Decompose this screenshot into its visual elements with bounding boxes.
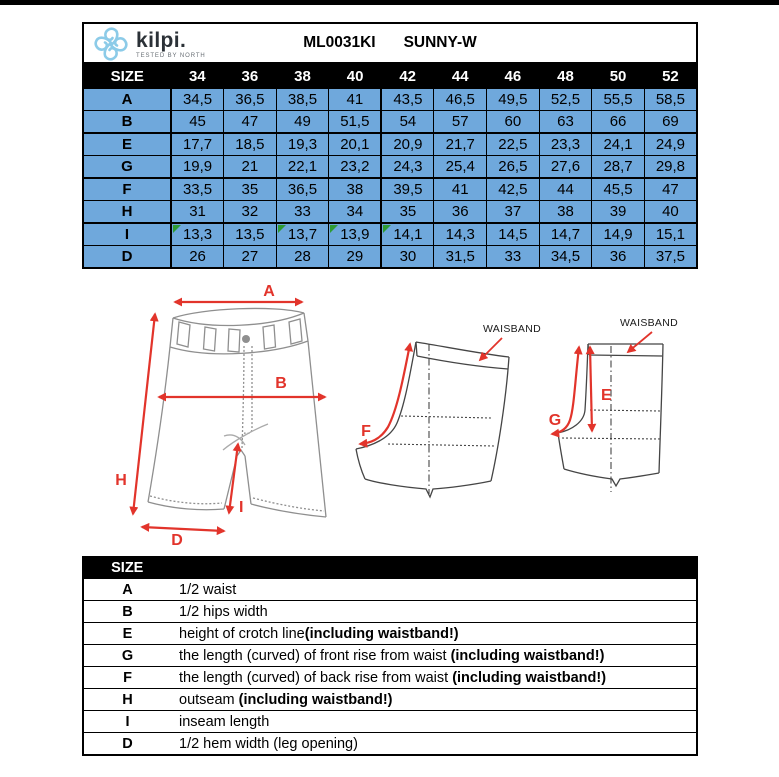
legend-letter: D — [83, 733, 171, 756]
size-header-row — [83, 64, 697, 89]
size-value-cell: 69 — [644, 111, 697, 134]
size-value-cell: 21 — [224, 156, 277, 179]
arrow-e-crotch-height — [590, 347, 592, 431]
back-rise-diagram — [352, 298, 552, 533]
size-value-cell: 13,9 — [329, 223, 382, 246]
legend-letter: G — [83, 645, 171, 667]
size-column-header: 34 — [171, 64, 224, 89]
size-value-cell: 34,5 — [171, 89, 224, 111]
size-value-cell: 19,3 — [276, 133, 329, 156]
size-value-cell: 63 — [539, 111, 592, 134]
label-i: I — [239, 499, 244, 516]
size-value-cell: 23,2 — [329, 156, 382, 179]
size-value-cell: 14,1 — [381, 223, 434, 246]
legend-row-A — [83, 579, 697, 601]
legend-description: 1/2 hips width — [171, 601, 697, 623]
comment-marker — [330, 225, 338, 233]
size-value-cell: 49 — [276, 111, 329, 134]
measurement-row-label: A — [83, 89, 171, 111]
legend-letter: A — [83, 579, 171, 601]
back-piece-outline — [356, 342, 509, 497]
legend-row-I — [83, 711, 697, 733]
size-value-cell: 52,5 — [539, 89, 592, 111]
label-h: H — [115, 472, 127, 489]
size-value-cell: 20,1 — [329, 133, 382, 156]
size-column-header: 40 — [329, 64, 382, 89]
size-value-cell: 30 — [381, 246, 434, 269]
waistband-label-back: WAISBAND — [482, 323, 542, 335]
size-value-cell: 19,9 — [171, 156, 224, 179]
size-value-cell: 33 — [487, 246, 540, 269]
size-value-cell: 29 — [329, 246, 382, 269]
size-value-cell: 57 — [434, 111, 487, 134]
measurement-row-label: D — [83, 246, 171, 269]
size-column-header: 50 — [592, 64, 645, 89]
size-value-cell: 23,3 — [539, 133, 592, 156]
legend-description: 1/2 hem width (leg opening) — [171, 733, 697, 756]
size-value-cell: 31,5 — [434, 246, 487, 269]
legend-description: the length (curved) of back rise from waist (including waistband!) — [171, 667, 697, 689]
arrow-i-inseam — [229, 444, 238, 513]
size-value-cell: 38,5 — [276, 89, 329, 111]
size-table — [82, 63, 698, 269]
comment-marker — [278, 225, 286, 233]
brand-name: kilpi. — [136, 28, 187, 52]
size-value-cell: 28,7 — [592, 156, 645, 179]
legend-row-E — [83, 623, 697, 645]
label-d: D — [171, 532, 183, 549]
size-value-cell: 13,5 — [224, 223, 277, 246]
comment-marker — [173, 225, 181, 233]
size-value-cell: 24,9 — [644, 133, 697, 156]
size-value-cell: 14,7 — [539, 223, 592, 246]
legend-letter: H — [83, 689, 171, 711]
size-value-cell: 27 — [224, 246, 277, 269]
size-value-cell: 33,5 — [171, 178, 224, 201]
size-value-cell: 42,5 — [487, 178, 540, 201]
size-value-cell: 34 — [329, 201, 382, 224]
legend-description: height of crotch line(including waistband!) — [171, 623, 697, 645]
measurement-row-label: E — [83, 133, 171, 156]
size-value-cell: 51,5 — [329, 111, 382, 134]
style-name: SUNNY-W — [403, 34, 477, 51]
size-column-header: 36 — [224, 64, 277, 89]
size-value-cell: 35 — [381, 201, 434, 224]
size-value-cell: 22,5 — [487, 133, 540, 156]
waistband-pointer-front — [628, 332, 652, 352]
size-column-header: 38 — [276, 64, 329, 89]
size-column-header: 52 — [644, 64, 697, 89]
legend-row-B — [83, 601, 697, 623]
size-value-cell: 36 — [592, 246, 645, 269]
measurement-row-label: B — [83, 111, 171, 134]
size-value-cell: 36 — [434, 201, 487, 224]
shorts-front-diagram — [95, 282, 355, 548]
measurement-row-label: I — [83, 223, 171, 246]
measurement-row-label: F — [83, 178, 171, 201]
size-value-cell: 29,8 — [644, 156, 697, 179]
legend-row-F — [83, 667, 697, 689]
size-row-F — [83, 178, 697, 201]
size-row-A — [83, 89, 697, 111]
size-value-cell: 45 — [171, 111, 224, 134]
size-header-label: SIZE — [83, 64, 171, 89]
size-value-cell: 37,5 — [644, 246, 697, 269]
top-border-strip — [0, 0, 779, 5]
size-value-cell: 44 — [539, 178, 592, 201]
size-value-cell: 17,7 — [171, 133, 224, 156]
size-value-cell: 38 — [539, 201, 592, 224]
size-column-header: 42 — [381, 64, 434, 89]
legend-letter: I — [83, 711, 171, 733]
label-a: A — [263, 283, 275, 300]
size-value-cell: 31 — [171, 201, 224, 224]
legend-description: the length (curved) of front rise from waist (including waistband!) — [171, 645, 697, 667]
size-value-cell: 43,5 — [381, 89, 434, 111]
size-value-cell: 34,5 — [539, 246, 592, 269]
size-value-cell: 24,1 — [592, 133, 645, 156]
label-e: E — [601, 387, 612, 404]
size-value-cell: 13,3 — [171, 223, 224, 246]
size-value-cell: 25,4 — [434, 156, 487, 179]
legend-header-row — [83, 557, 697, 579]
size-value-cell: 13,7 — [276, 223, 329, 246]
size-value-cell: 22,1 — [276, 156, 329, 179]
size-value-cell: 47 — [644, 178, 697, 201]
front-rise-diagram — [542, 302, 717, 527]
size-value-cell: 15,1 — [644, 223, 697, 246]
size-value-cell: 38 — [329, 178, 382, 201]
size-row-H — [83, 201, 697, 224]
arrow-d-hem — [142, 527, 224, 531]
document-header — [82, 22, 698, 64]
size-value-cell: 55,5 — [592, 89, 645, 111]
legend-row-G — [83, 645, 697, 667]
label-f: F — [361, 423, 371, 440]
size-value-cell: 39,5 — [381, 178, 434, 201]
size-column-header: 46 — [487, 64, 540, 89]
size-row-E — [83, 133, 697, 156]
legend-description: inseam length — [171, 711, 697, 733]
size-value-cell: 28 — [276, 246, 329, 269]
size-value-cell: 14,5 — [487, 223, 540, 246]
legend-table-body — [83, 579, 697, 756]
legend-letter: E — [83, 623, 171, 645]
size-value-cell: 35 — [224, 178, 277, 201]
size-value-cell: 33 — [276, 201, 329, 224]
legend-description: 1/2 waist — [171, 579, 697, 601]
size-value-cell: 20,9 — [381, 133, 434, 156]
size-value-cell: 41 — [434, 178, 487, 201]
waistband-label-front: WAISBAND — [619, 317, 679, 329]
size-value-cell: 21,7 — [434, 133, 487, 156]
size-value-cell: 46,5 — [434, 89, 487, 111]
size-value-cell: 18,5 — [224, 133, 277, 156]
size-value-cell: 45,5 — [592, 178, 645, 201]
page-title — [84, 24, 696, 62]
size-value-cell: 27,6 — [539, 156, 592, 179]
legend-letter: B — [83, 601, 171, 623]
size-value-cell: 41 — [329, 89, 382, 111]
size-value-cell: 39 — [592, 201, 645, 224]
measurement-row-label: G — [83, 156, 171, 179]
size-value-cell: 66 — [592, 111, 645, 134]
legend-header-size: SIZE — [83, 557, 171, 579]
size-row-G — [83, 156, 697, 179]
size-column-header: 48 — [539, 64, 592, 89]
size-value-cell: 40 — [644, 201, 697, 224]
legend-letter: F — [83, 667, 171, 689]
legend-table — [82, 556, 698, 756]
size-column-header: 44 — [434, 64, 487, 89]
size-value-cell: 14,9 — [592, 223, 645, 246]
size-value-cell: 54 — [381, 111, 434, 134]
size-value-cell: 26,5 — [487, 156, 540, 179]
comment-marker — [383, 225, 391, 233]
label-g: G — [548, 412, 562, 429]
size-value-cell: 37 — [487, 201, 540, 224]
legend-row-H — [83, 689, 697, 711]
legend-description: outseam (including waistband!) — [171, 689, 697, 711]
size-row-D — [83, 246, 697, 269]
size-value-cell: 36,5 — [224, 89, 277, 111]
front-piece-outline — [558, 344, 663, 492]
size-value-cell: 32 — [224, 201, 277, 224]
legend-row-D — [83, 733, 697, 756]
size-value-cell: 47 — [224, 111, 277, 134]
legend-header-spacer — [171, 557, 697, 579]
size-value-cell: 26 — [171, 246, 224, 269]
size-value-cell: 36,5 — [276, 178, 329, 201]
size-table-body — [83, 89, 697, 269]
size-row-I — [83, 223, 697, 246]
label-b: B — [275, 375, 287, 392]
size-value-cell: 58,5 — [644, 89, 697, 111]
size-row-B — [83, 111, 697, 134]
shorts-outline — [148, 308, 326, 517]
size-table-header — [83, 64, 697, 89]
waistband-pointer-back — [480, 338, 502, 360]
measurement-row-label: H — [83, 201, 171, 224]
brand-tagline: TESTED BY NORTH — [136, 52, 206, 59]
size-value-cell: 49,5 — [487, 89, 540, 111]
size-value-cell: 60 — [487, 111, 540, 134]
size-value-cell: 14,3 — [434, 223, 487, 246]
size-value-cell: 24,3 — [381, 156, 434, 179]
style-code: ML0031KI — [303, 34, 376, 51]
